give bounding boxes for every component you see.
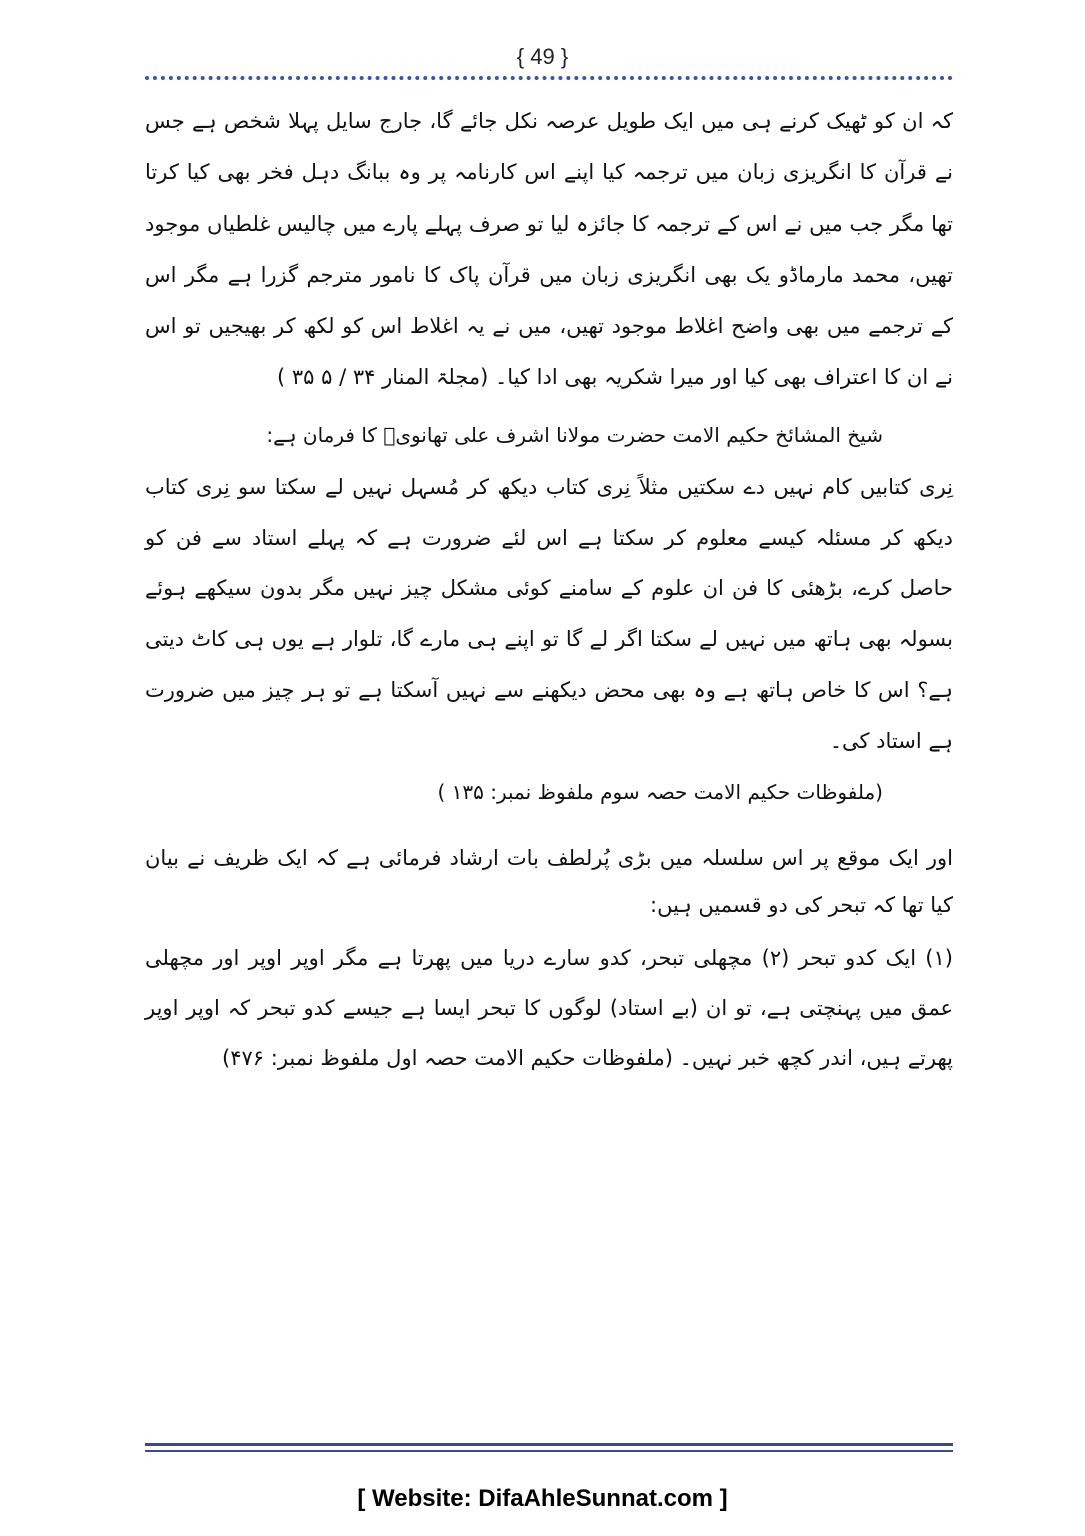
section-heading: شیخ المشائخ حکیم الامت حضرت مولانا اشرف علی تھانویؒ کا فرمان ہے: — [266, 422, 883, 447]
page-number: { 49 } — [516, 44, 569, 69]
header-dotted-divider — [145, 76, 953, 80]
page-body — [145, 96, 953, 1083]
footer-divider-top — [145, 1443, 953, 1446]
paragraph-two-types: اور ایک موقع پر اس سلسلہ میں بڑی پُرلطف بات ارشاد فرمائی ہے کہ ایک ظریف نے بیان کیا تھا کہ تبحر کی دو قسمیں ہیں: — [145, 845, 953, 917]
website-footer: [ Website: DifaAhleSunnat.com ] — [357, 1485, 728, 1512]
paragraph-quran-translation: کہ ان کو ٹھیک کرنے ہی میں ایک طویل عرصہ نکل جائے گا، جارج سایل پہلا شخص ہے جس نے قرآن کا انگریزی زبان میں ترجمہ کیا اپنے اس کارنامہ پر وہ ببانگ دہل فخر بھی کیا کرتا تھا مگر جب میں نے اس کے ترجمہ کا جائزہ لیا تو صرف پہلے پارے میں چالیس غلطیاں موجود تھیں، محمد مارماڈو یک بھی انگریزی زبان میں قرآن پاک کا نامور مترجم گزرا ہے مگر اس کے ترجمے میں بھی واضح اغلاط موجود تھیں، میں نے یہ اغلاط اس کو لکھ کر بھیجیں تو اس نے ان کا اعتراف بھی کیا اور میرا شکریہ بھی ادا کیا۔ (مجلۃ المنار ۳۴ / ۵ ۳۵ ) — [145, 109, 953, 390]
paragraph-gourd-fish: (۱) ایک کدو تبحر (۲) مچھلی تبحر، کدو سارے دریا میں پھرتا ہے مگر اوپر اوپر اور مچھلی عمق میں پہنچتی ہے، تو ان (بے استاد) لوگوں کا تبحر ایسا ہے جیسے کدو تبحر کہ اوپر اوپر پھرتے ہیں، اندر کچھ خبر نہیں۔ (ملفوظات حکیم الامت حصہ اول ملفوظ نمبر: ۴۷۶) — [145, 945, 953, 1070]
paragraph-books-teacher: نِری کتابیں کام نہیں دے سکتیں مثلاً نِری کتاب دیکھ کر مُسہل نہیں لے سکتا سو نِری کتاب دیکھ کر مسئلہ کیسے معلوم کر سکتا ہے اس لئے ضرورت ہے کہ پہلے استاد سے فن کو حاصل کرے، بڑھئی کا فن ان علوم کے سامنے کوئی مشکل چیز نہیں مگر بدون سیکھے ہوئے بسولہ بھی ہاتھ میں نہیں لے سکتا اگر لے گا تو اپنے ہی مارے گا، تلوار ہے یوں ہی کاٹ دیتی ہے؟ اس کا خاص ہاتھ ہے وہ بھی محض دیکھنے سے نہیں آسکتا ہے تو ہر چیز میں ضرورت ہے استاد کی۔ — [145, 474, 953, 753]
footer-divider-bottom — [145, 1450, 953, 1452]
reference-citation-1: (ملفوظات حکیم الامت حصہ سوم ملفوظ نمبر: ۱۳۵ ) — [437, 779, 883, 804]
